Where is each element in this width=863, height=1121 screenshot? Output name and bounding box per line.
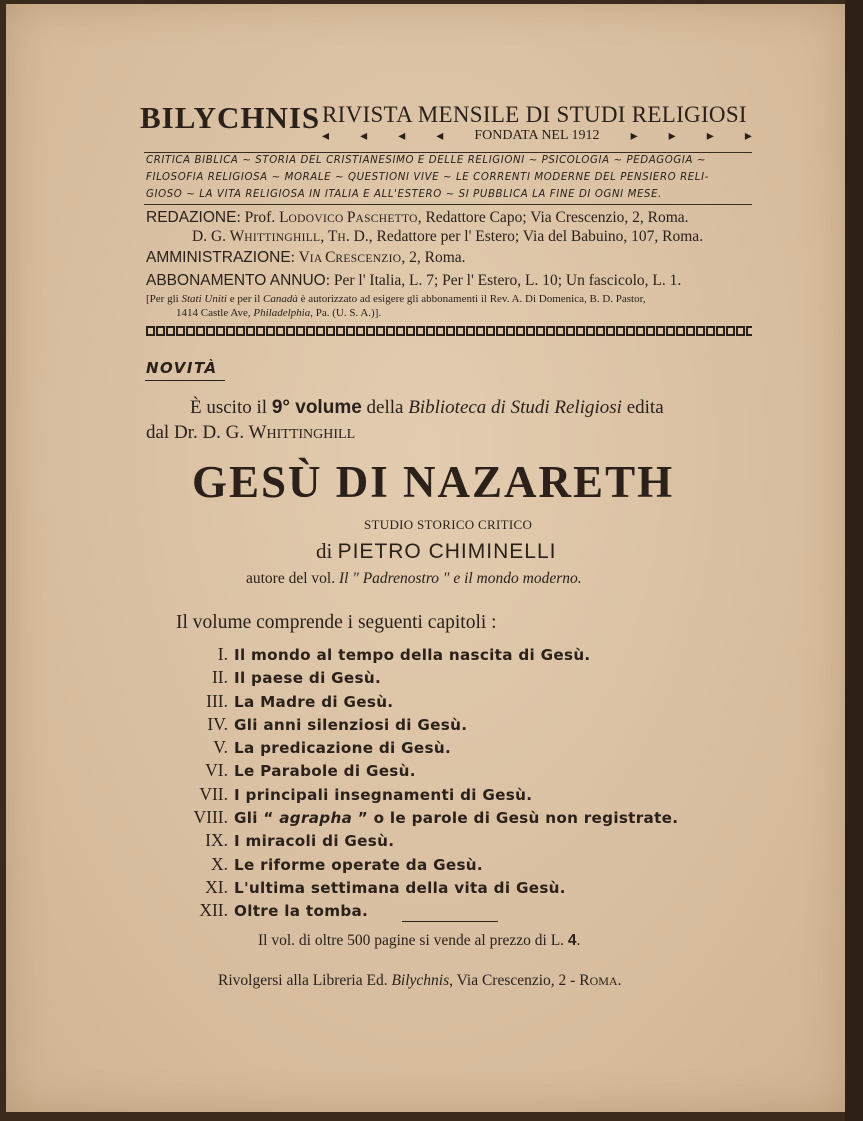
arrow-right-icon: ▸ — [706, 129, 714, 144]
redazione-line: REDAZIONE: Prof. LODOVICO PASCHETTO, Redattore Capo; Via Crescenzio, 2, Roma. — [146, 209, 689, 226]
masthead-founded-line — [322, 128, 752, 145]
arrow-right-icon: ▸ — [630, 129, 638, 144]
founded-text: FONDATA NEL 1912 — [474, 128, 600, 143]
chapters-intro: Il volume comprende i seguenti capitoli : — [176, 612, 497, 633]
amministrazione-line: AMMINISTRAZIONE: VIA CRESCENZIO, 2, Roma. — [146, 249, 466, 266]
list-item: II. Il paese di Gesù. — [211, 667, 382, 688]
list-item: IX. I miracoli di Gesù. — [205, 830, 395, 851]
masthead-subtitle: RIVISTA MENSILE DI STUDI RELIGIOSI — [322, 102, 747, 127]
chapter-list — [176, 644, 678, 924]
greek-key-ornament — [146, 326, 752, 336]
book-title: GESÙ DI NAZARETH — [192, 457, 675, 507]
scan-edge — [845, 0, 863, 1121]
amministrazione-label: AMMINISTRAZIONE — [146, 249, 291, 266]
document-page — [6, 4, 846, 1112]
arrow-right-icon: ▸ — [744, 129, 752, 144]
novita-heading: NOVITÀ — [146, 359, 218, 377]
list-item: VIII. Gli “ agrapha ” o le parole di Gesù non registrate. — [193, 807, 679, 828]
list-item: I. Il mondo al tempo della nascita di Gesù. — [217, 644, 591, 664]
abbonamento-label: ABBONAMENTO ANNUO — [146, 272, 326, 289]
list-item: IV. Gli anni silenziosi di Gesù. — [207, 713, 468, 734]
arrow-left-icon: ◂ — [436, 129, 444, 144]
book-subtitle: STUDIO STORICO CRITICO — [364, 517, 533, 532]
topics-line: CRITICA BIBLICA ~ STORIA DEL CRISTIANESIMO E DELLE RELIGIONI ~ PSICOLOGIA ~ PEDAGOGIA ~ — [146, 155, 707, 166]
topics-line: FILOSOFIA RELIGIOSA ~ MORALE ~ QUESTIONI VIVE ~ LE CORRENTI MODERNE DEL PENSIERO RELI- — [146, 172, 709, 183]
abbonamento-line: ABBONAMENTO ANNUO: Per l' Italia, L. 7; Per l' Estero, L. 10; Un fascicolo, L. 1. — [146, 272, 682, 289]
book-author: PIETRO CHIMINELLI — [337, 540, 557, 563]
footer-line: Rivolgersi alla Libreria Ed. Bilychnis, Via Crescenzio, 2 - ROMA. — [218, 972, 622, 989]
book-author-line: di PIETRO CHIMINELLI — [316, 539, 557, 563]
redazione-label: REDAZIONE — [146, 209, 237, 226]
topics-line: GIOSO ~ LA VITA RELIGIOSA IN ITALIA E ALL'ESTERO ~ SI PUBBLICA LA FINE DI OGNI MESE. — [146, 189, 662, 200]
masthead-divider — [144, 152, 752, 153]
masthead-logo: BILYCHNIS — [140, 100, 321, 135]
note-line: [Per gli Stati Uniti e per il Canadà è autorizzato ad esigere gli abbonamenti il Rev. A. Di Domenica, B. D. Pastor, — [146, 293, 646, 305]
announcement-line: È uscito il 9° volume della Biblioteca di Studi Religiosi edita — [190, 397, 664, 418]
list-item: VI. Le Parabole di Gesù. — [205, 760, 416, 781]
list-item: XI. L'ultima settimana della vita di Gesù. — [205, 876, 566, 897]
list-item: XII. Oltre la tomba. — [199, 900, 369, 921]
divider — [402, 921, 498, 922]
novita-underline — [145, 380, 225, 381]
list-item: VII. I principali insegnamenti di Gesù. — [199, 783, 533, 804]
arrow-left-icon: ◂ — [322, 129, 330, 144]
arrow-left-icon: ◂ — [398, 129, 406, 144]
redazione-line-2: D. G. WHITTINGHILL, TH. D., Redattore per l' Estero; Via del Babuino, 107, Roma. — [192, 228, 704, 245]
list-item: X. Le riforme operate da Gesù. — [210, 853, 483, 874]
list-item: III. La Madre di Gesù. — [206, 690, 394, 711]
note-line-2: 1414 Castle Ave, Philadelphia, Pa. (U. S. A.)]. — [176, 307, 382, 319]
arrow-left-icon: ◂ — [360, 129, 368, 144]
book-other-work: autore del vol. Il " Padrenostro " e il mondo moderno. — [246, 570, 582, 587]
list-item: V. La predicazione di Gesù. — [213, 737, 452, 758]
arrow-right-icon: ▸ — [668, 129, 676, 144]
price-line: Il vol. di oltre 500 pagine si vende al prezzo di L. 4. — [258, 932, 581, 949]
topics-divider — [144, 204, 752, 205]
announcement-line-2: dal Dr. D. G. WHITTINGHILL — [146, 422, 356, 443]
